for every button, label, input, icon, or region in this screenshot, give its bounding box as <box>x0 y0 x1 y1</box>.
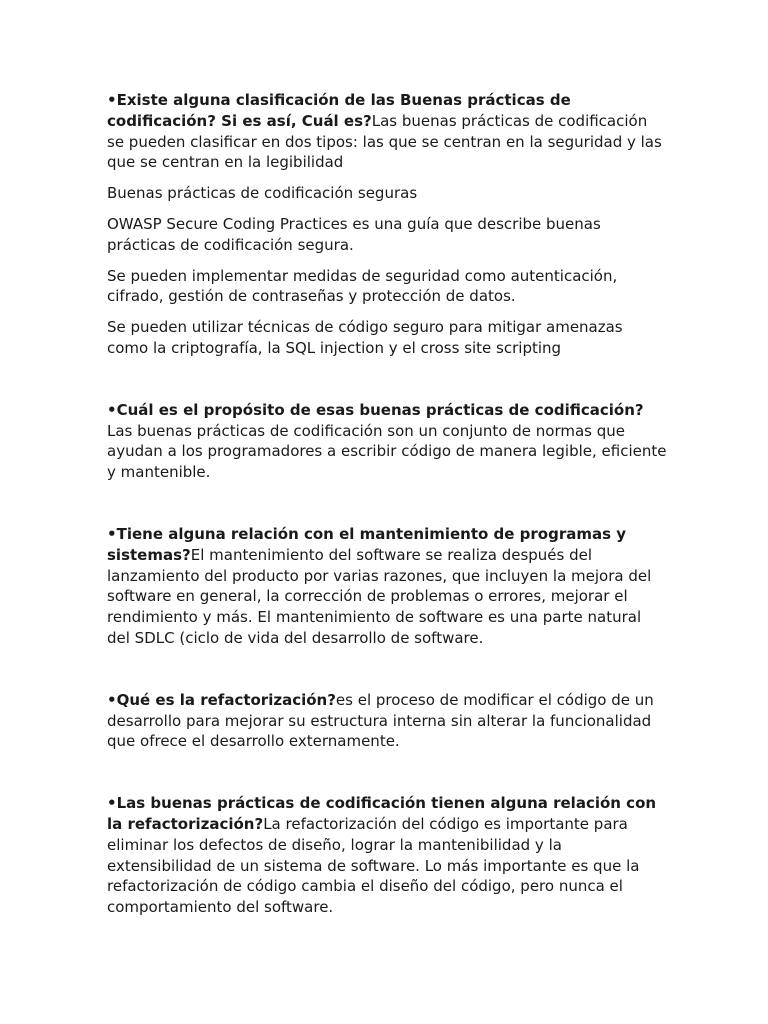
qa-paragraph-3 <box>107 524 667 649</box>
answer-2: Las buenas prácticas de codificación son un conjunto de normas que ayudan a los programadores a escribir código de manera legible, eficiente y mantenible. <box>107 421 667 482</box>
paragraph-security-measures: Se pueden implementar medidas de seguridad como autenticación, cifrado, gestión de contraseñas y protección de datos. <box>107 266 618 306</box>
subheading-secure-practices: Buenas prácticas de codificación seguras <box>107 184 418 203</box>
answer-4: es el proceso de modificar el código de un desarrollo para mejorar su estructura interna sin alterar la funcionalidad que ofrece el desarrollo externamente. <box>107 690 654 751</box>
qa-paragraph-5 <box>107 793 667 918</box>
answer-3: El mantenimiento del software se realiza después del lanzamiento del producto por varias razones, que incluyen la mejora del software en general, la corrección de problemas o errores, mejorar el rendimiento y más. El mantenimiento de software es una parte natural del SDLC (ciclo de vida del desarrollo de software. <box>107 545 652 647</box>
paragraph-secure-code-techniques: Se pueden utilizar técnicas de código seguro para mitigar amenazas como la criptografía, la SQL injection y el cross site scripting <box>107 318 623 357</box>
qa-paragraph-4 <box>107 690 667 752</box>
paragraph-owasp: OWASP Secure Coding Practices es una guía que describe buenas prácticas de codificación segura. <box>107 214 601 254</box>
question-3: •Tiene alguna relación con el mantenimiento de programas y sistemas? <box>107 524 627 564</box>
document-page <box>107 90 667 918</box>
question-5: •Las buenas prácticas de codificación tienen alguna relación con la refactorización? <box>107 794 657 833</box>
answer-5: La refactorización del código es importante para eliminar los defectos de diseño, lograr la mantenibilidad y la extensibilidad de un sistema de software. Lo más importante es que la refactorización de código cambia el diseño del código, pero nunca el comportamiento del software. <box>107 814 640 917</box>
qa-paragraph-1 <box>107 90 667 173</box>
question-1: •Existe alguna clasificación de las Buenas prácticas de codificación? Si es así, Cuál es? <box>107 91 571 130</box>
answer-1: Las buenas prácticas de codificación se pueden clasificar en dos tipos: las que se centran en la seguridad y las que se centran en la legibilidad <box>107 111 662 172</box>
qa-paragraph-2 <box>107 400 667 483</box>
question-2: •Cuál es el propósito de esas buenas prácticas de codificación? <box>107 400 644 419</box>
question-4: •Qué es la refactorización? <box>107 690 336 709</box>
